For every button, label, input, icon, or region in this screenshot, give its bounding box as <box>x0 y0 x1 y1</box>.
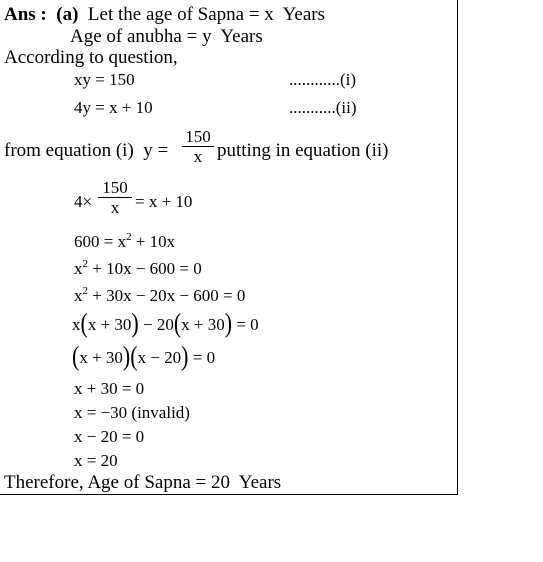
step-5-middle: − 20 <box>138 315 174 334</box>
step-3-exponent: 2 <box>82 258 88 270</box>
step-1-suffix: = x + 10 <box>135 192 193 211</box>
step-4 <box>74 286 245 306</box>
step-5-equals: = 0 <box>232 315 259 334</box>
step-1-fraction <box>98 178 132 217</box>
step-6-group-1: x + 30 <box>79 348 123 367</box>
fraction-numerator: 150 <box>185 127 211 146</box>
step-5-group-2: x + 30 <box>181 315 225 334</box>
equation-2: 4y = x + 10 <box>74 98 153 117</box>
statement-anubha-age: Age of anubha = y Years <box>70 26 263 47</box>
statement-sapna-age: Let the age of Sapna = x Years <box>87 4 325 25</box>
step-6-group-2: x − 20 <box>137 348 182 367</box>
step-7: x + 30 = 0 <box>74 379 145 398</box>
ans-label: Ans : <box>4 4 47 25</box>
step-2-left: 600 = x <box>74 232 127 251</box>
step-1-prefix: 4× <box>74 192 93 211</box>
step-3-left: x <box>74 259 83 278</box>
equation-1-tag: ............(i) <box>289 70 357 89</box>
step-4-right: + 30x − 20x − 600 = 0 <box>88 286 246 305</box>
answer-line-1 <box>4 5 325 25</box>
from-equation-text: from equation (i) y = <box>4 140 169 161</box>
step-6-equals: = 0 <box>188 348 216 367</box>
step-5-factor: x <box>72 315 81 334</box>
fraction-denominator: x <box>193 147 203 166</box>
conclusion: Therefore, Age of Sapna = 20 Years <box>4 472 282 493</box>
according-to-question: According to question, <box>4 47 178 68</box>
part-label: (a) <box>56 4 79 25</box>
step-10: x = 20 <box>74 451 118 470</box>
step-2-exponent: 2 <box>126 231 132 243</box>
step-3-right: + 10x − 600 = 0 <box>88 259 202 278</box>
step-1-denominator: x <box>110 198 120 217</box>
step-4-left: x <box>74 286 83 305</box>
step-6: (x + 30)(x − 20) = 0 <box>72 339 216 371</box>
equation-2-tag: ...........(ii) <box>289 98 357 117</box>
step-5: x(x + 30) − 20(x + 30) = 0 <box>72 306 259 338</box>
step-9: x − 20 = 0 <box>74 427 145 446</box>
step-2-right: + 10x <box>131 232 176 251</box>
fraction-150-over-x <box>182 127 214 166</box>
equation-1: xy = 150 <box>74 70 135 89</box>
step-8: x = −30 (invalid) <box>74 403 190 422</box>
step-1-numerator: 150 <box>102 178 128 197</box>
step-4-exponent: 2 <box>82 285 88 297</box>
putting-in-equation-text: putting in equation (ii) <box>217 140 389 161</box>
step-3 <box>74 259 202 279</box>
step-2 <box>74 232 175 252</box>
step-5-group-1: x + 30 <box>87 315 132 334</box>
